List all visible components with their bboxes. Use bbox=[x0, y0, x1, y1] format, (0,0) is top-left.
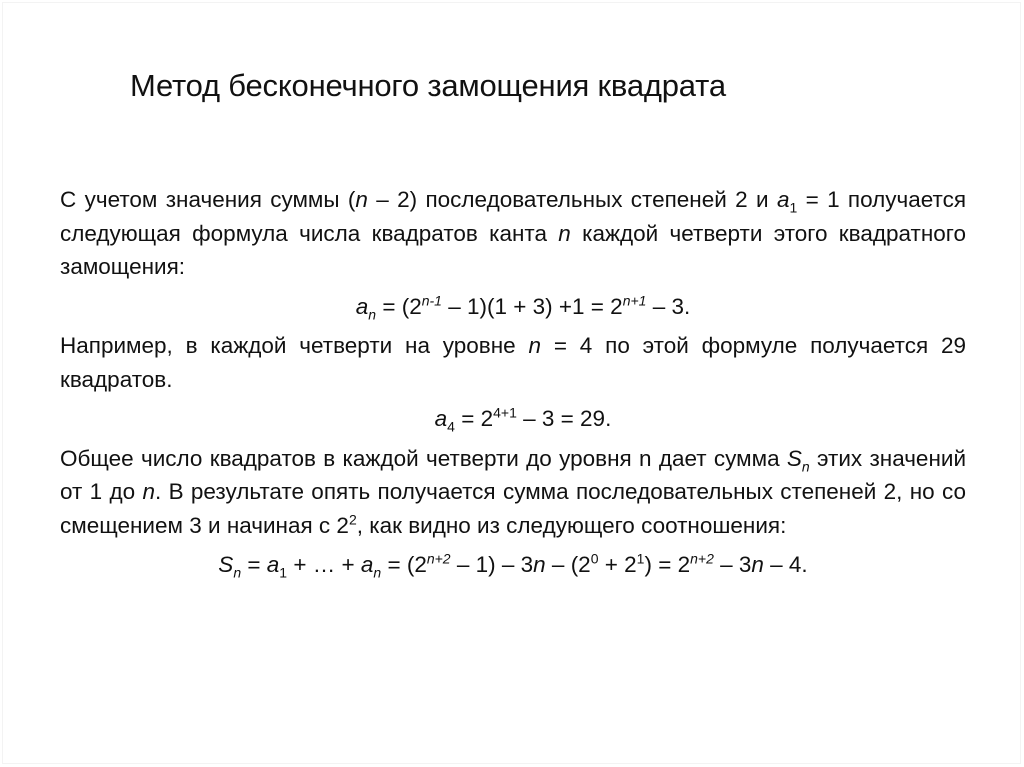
formula-an bbox=[60, 290, 966, 324]
formula-sn bbox=[60, 548, 966, 582]
paragraph-example bbox=[60, 329, 966, 396]
math-var: n bbox=[751, 552, 764, 577]
slide-title: Метод бесконечного замощения квадрата bbox=[130, 68, 726, 103]
paragraph-sum-intro bbox=[60, 183, 966, 284]
subscript: 1 bbox=[279, 564, 288, 581]
superscript: n+1 bbox=[622, 292, 647, 308]
superscript: n+2 bbox=[690, 550, 714, 567]
math-var: a bbox=[434, 406, 448, 431]
math-var: n bbox=[533, 552, 546, 577]
text: = (2 bbox=[381, 552, 427, 577]
subscript: 4 bbox=[447, 418, 455, 435]
text: Общее число квадратов в каждой четверти до уровня n дает сумма bbox=[60, 445, 787, 471]
text: – 4. bbox=[763, 552, 808, 577]
text: С учетом значения суммы ( bbox=[60, 187, 356, 212]
math-var: a bbox=[360, 552, 374, 577]
slide-body bbox=[60, 183, 966, 588]
math-var: n bbox=[142, 479, 155, 504]
superscript: 1 bbox=[636, 550, 645, 567]
text: = (2 bbox=[376, 293, 422, 319]
superscript: n-1 bbox=[421, 292, 442, 308]
superscript: 2 bbox=[348, 511, 357, 527]
text: ) = 2 bbox=[644, 552, 691, 577]
text: + 2 bbox=[598, 552, 637, 577]
subscript: n bbox=[373, 564, 382, 581]
math-var: n bbox=[528, 333, 542, 358]
text: = bbox=[241, 552, 267, 577]
text: – 1) – 3 bbox=[450, 552, 534, 577]
text: – (2 bbox=[545, 552, 591, 577]
text: этих значений от 1 до bbox=[60, 445, 967, 504]
subscript: 1 bbox=[789, 199, 798, 216]
text: = 1 получается следующая формула числа квадратов канта bbox=[60, 187, 966, 246]
math-var: S bbox=[218, 552, 234, 577]
formula-a4 bbox=[60, 402, 966, 436]
math-var: a bbox=[355, 293, 369, 319]
paragraph-total-sum bbox=[60, 442, 966, 543]
text: каждой четверти этого квадратного замощения: bbox=[60, 220, 966, 279]
superscript: 0 bbox=[590, 550, 599, 567]
text: – 3 = 29. bbox=[516, 406, 612, 431]
text: – 2) последовательных степеней 2 и bbox=[367, 187, 777, 212]
text: = 4 по этой формуле получается 29 квадратов. bbox=[60, 333, 966, 392]
text: – 1)(1 + 3) +1 = 2 bbox=[441, 293, 623, 319]
text: . В результате опять получается сумма последовательных степеней 2, но со смещением 3 и начиная с 2 bbox=[60, 479, 966, 538]
text: + … + bbox=[287, 552, 361, 577]
text: = 2 bbox=[454, 406, 494, 431]
superscript: n+2 bbox=[426, 550, 451, 567]
math-var: n bbox=[558, 220, 571, 246]
text: , как видно из следующего соотношения: bbox=[356, 512, 787, 538]
subscript: n bbox=[801, 458, 810, 474]
math-var: n bbox=[355, 187, 368, 212]
math-var: a bbox=[266, 552, 280, 577]
text: – 3. bbox=[646, 293, 691, 319]
math-var: S bbox=[786, 445, 802, 471]
superscript: 4+1 bbox=[493, 404, 517, 421]
subscript: n bbox=[368, 306, 377, 322]
text: – 3 bbox=[713, 552, 752, 577]
math-var: a bbox=[776, 187, 790, 212]
text: Например, в каждой четверти на уровне bbox=[60, 333, 529, 358]
subscript: n bbox=[233, 564, 242, 581]
